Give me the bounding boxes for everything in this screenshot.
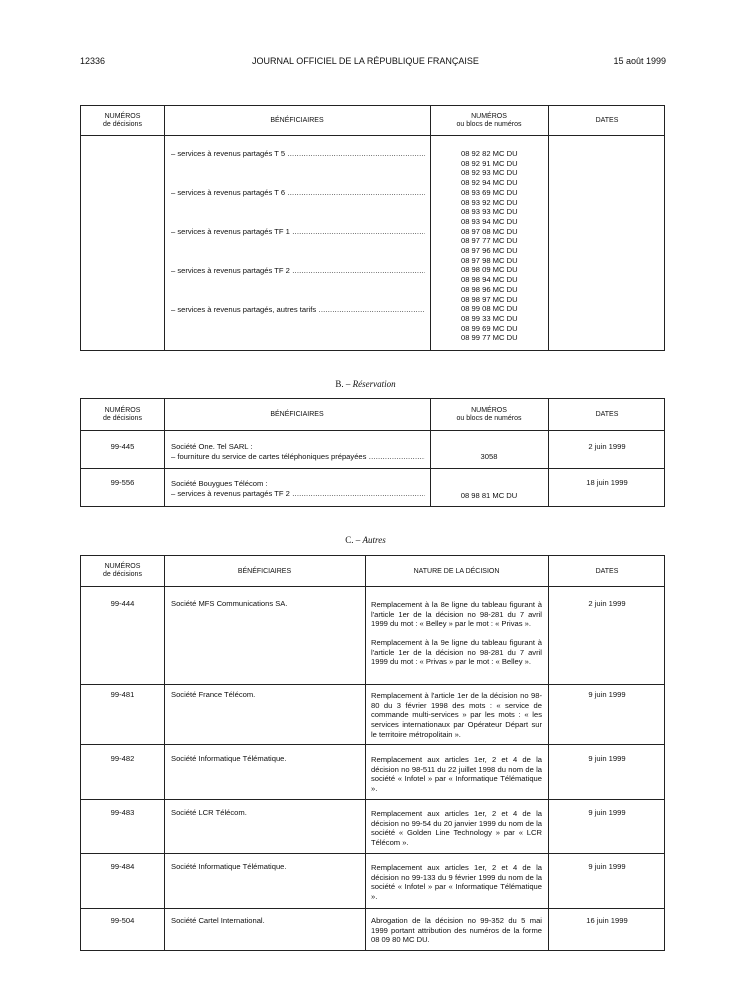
decision-date: 2 juin 1999 xyxy=(588,599,626,608)
number-entry: 08 98 09 MC DU xyxy=(461,265,518,275)
number-entry: 08 93 69 MC DU xyxy=(461,187,518,197)
page-date: 15 août 1999 xyxy=(613,56,666,66)
number-entry: 08 97 96 MC DU xyxy=(461,246,518,256)
decision-date: 2 juin 1999 xyxy=(588,442,626,451)
number-entry: 08 98 97 MC DU xyxy=(461,294,518,304)
table-reservation xyxy=(80,398,665,507)
service-label: – services à revenus partagés TF 2 ..... xyxy=(171,266,425,276)
decision-nature: Remplacement aux articles 1er, 2 et 4 de la décision no 98-511 du 22 juillet 1998 du nom de la société « Infotel » par « Informatique Télématique ». xyxy=(371,755,542,794)
beneficiary: Société LCR Télécom. xyxy=(171,808,247,817)
decision-date: 9 juin 1999 xyxy=(588,808,626,817)
beneficiary-detail: – fourniture du service de cartes téléphoniques prépayées ..... xyxy=(171,452,425,462)
number-block: 3058 xyxy=(480,452,498,461)
number-entry: 08 93 93 MC DU xyxy=(461,207,518,217)
beneficiary-detail: – services à revenus partagés TF 2 ..... xyxy=(171,489,425,499)
beneficiary: Société MFS Communications SA. xyxy=(171,599,288,608)
header-numeros: NUMÉROS de décisions xyxy=(103,407,142,422)
decision-date: 9 juin 1999 xyxy=(588,690,626,699)
beneficiary: Société Cartel International. xyxy=(171,916,265,925)
number-entry: 08 92 82 MC DU xyxy=(461,149,518,158)
table-numbers-continued xyxy=(80,105,665,351)
number-entry: 08 92 91 MC DU xyxy=(461,158,518,168)
beneficiary: Société One. Tel SARL : xyxy=(171,442,253,451)
beneficiary: Société Informatique Télématique. xyxy=(171,862,287,871)
decision-date: 9 juin 1999 xyxy=(588,754,626,763)
header-beneficiaires: BÉNÉFICIAIRES xyxy=(270,411,324,418)
decision-number: 99-483 xyxy=(110,808,135,817)
header-beneficiaires: BÉNÉFICIAIRES xyxy=(237,568,292,575)
header-dates: DATES xyxy=(595,568,619,575)
service-label: – services à revenus partagés TF 1 ..... xyxy=(171,227,425,237)
section-b-title: B. – Réservation xyxy=(335,379,396,389)
decision-number: 99-504 xyxy=(110,916,135,925)
number-entry: 08 93 92 MC DU xyxy=(461,197,518,207)
header-dates: DATES xyxy=(595,117,619,124)
decision-number: 99-556 xyxy=(110,478,135,487)
header-blocs: NUMÉROS ou blocs de numéros xyxy=(456,407,522,422)
service-label: – services à revenus partagés T 6 ..... xyxy=(171,188,425,198)
beneficiary: Société Informatique Télématique. xyxy=(171,754,287,763)
header-blocs: NUMÉROS ou blocs de numéros xyxy=(456,113,522,128)
number-entry: 08 99 08 MC DU xyxy=(461,304,518,314)
number-entry: 08 99 77 MC DU xyxy=(461,333,518,343)
decision-nature: Remplacement à la 9e ligne du tableau figurant à l'article 1er de la décision no 98-281 du 7 avril 1999 du mot : « Privas » par le mot : « Belley ». xyxy=(371,638,542,667)
page-number: 12336 xyxy=(80,56,106,66)
journal-title: JOURNAL OFFICIEL DE LA RÉPUBLIQUE FRANÇAISE xyxy=(252,56,479,66)
number-entry: 08 98 94 MC DU xyxy=(461,275,518,285)
decision-date: 9 juin 1999 xyxy=(588,862,626,871)
decision-number: 99-482 xyxy=(110,754,135,763)
decision-number: 99-484 xyxy=(110,862,135,871)
number-block: 08 98 81 MC DU xyxy=(460,491,518,500)
number-entry: 08 93 94 MC DU xyxy=(461,216,518,226)
number-entry: 08 97 77 MC DU xyxy=(461,236,518,246)
decision-number: 99-481 xyxy=(110,690,135,699)
number-entry: 08 97 98 MC DU xyxy=(461,255,518,265)
table-autres xyxy=(80,555,665,951)
beneficiary: Société France Télécom. xyxy=(171,690,256,699)
beneficiary: Société Bouygues Télécom : xyxy=(171,479,268,488)
header-beneficiaires: BÉNÉFICIAIRES xyxy=(270,117,324,124)
decision-nature: Remplacement à l'article 1er de la décision no 98-80 du 3 février 1998 des mots : « service de commande multi-services » par les mots : « les services internationaux par Opérateur Départ sur le territoire métropolitain ». xyxy=(371,691,542,739)
number-entry: 08 99 69 MC DU xyxy=(461,323,518,333)
decision-nature: Remplacement à la 8e ligne du tableau figurant à l'article 1er de la décision no 98-281 du 7 avril 1999 du mot : « Belley » par le mot : « Privas ». xyxy=(371,600,542,629)
header-dates: DATES xyxy=(595,411,619,418)
decision-number: 99-445 xyxy=(110,442,135,451)
header-numeros: NUMÉROS de décisions xyxy=(103,113,142,128)
decision-number: 99-444 xyxy=(110,599,135,608)
decision-date: 16 juin 1999 xyxy=(586,916,628,925)
number-entry: 08 92 94 MC DU xyxy=(461,178,518,188)
header-numeros: NUMÉROS de décisions xyxy=(103,563,142,578)
service-label: – services à revenus partagés, autres tarifs ..... xyxy=(171,305,425,315)
service-label: – services à revenus partagés T 5 ..... xyxy=(171,149,425,159)
section-c-title: C. – Autres xyxy=(345,535,386,545)
header-nature: NATURE DE LA DÉCISION xyxy=(413,568,500,575)
number-entry: 08 92 93 MC DU xyxy=(461,168,518,178)
number-entry: 08 97 08 MC DU xyxy=(461,226,518,236)
decision-date: 18 juin 1999 xyxy=(586,478,628,487)
number-entry: 08 98 96 MC DU xyxy=(461,284,518,294)
number-entry: 08 99 33 MC DU xyxy=(461,313,518,323)
decision-nature: Remplacement aux articles 1er, 2 et 4 de la décision no 99-54 du 20 janvier 1999 du nom de la société « Golden Line Technology » par « LCR Télécom ». xyxy=(371,809,542,848)
number-list xyxy=(461,149,518,343)
decision-nature: Abrogation de la décision no 99-352 du 5 mai 1999 portant attribution des numéros de la forme 08 09 80 MC DU. xyxy=(371,916,542,945)
decision-nature: Remplacement aux articles 1er, 2 et 4 de la décision no 99-133 du 9 février 1999 du nom de la société « Infotel » par « Informatique Télématique ». xyxy=(371,863,542,902)
